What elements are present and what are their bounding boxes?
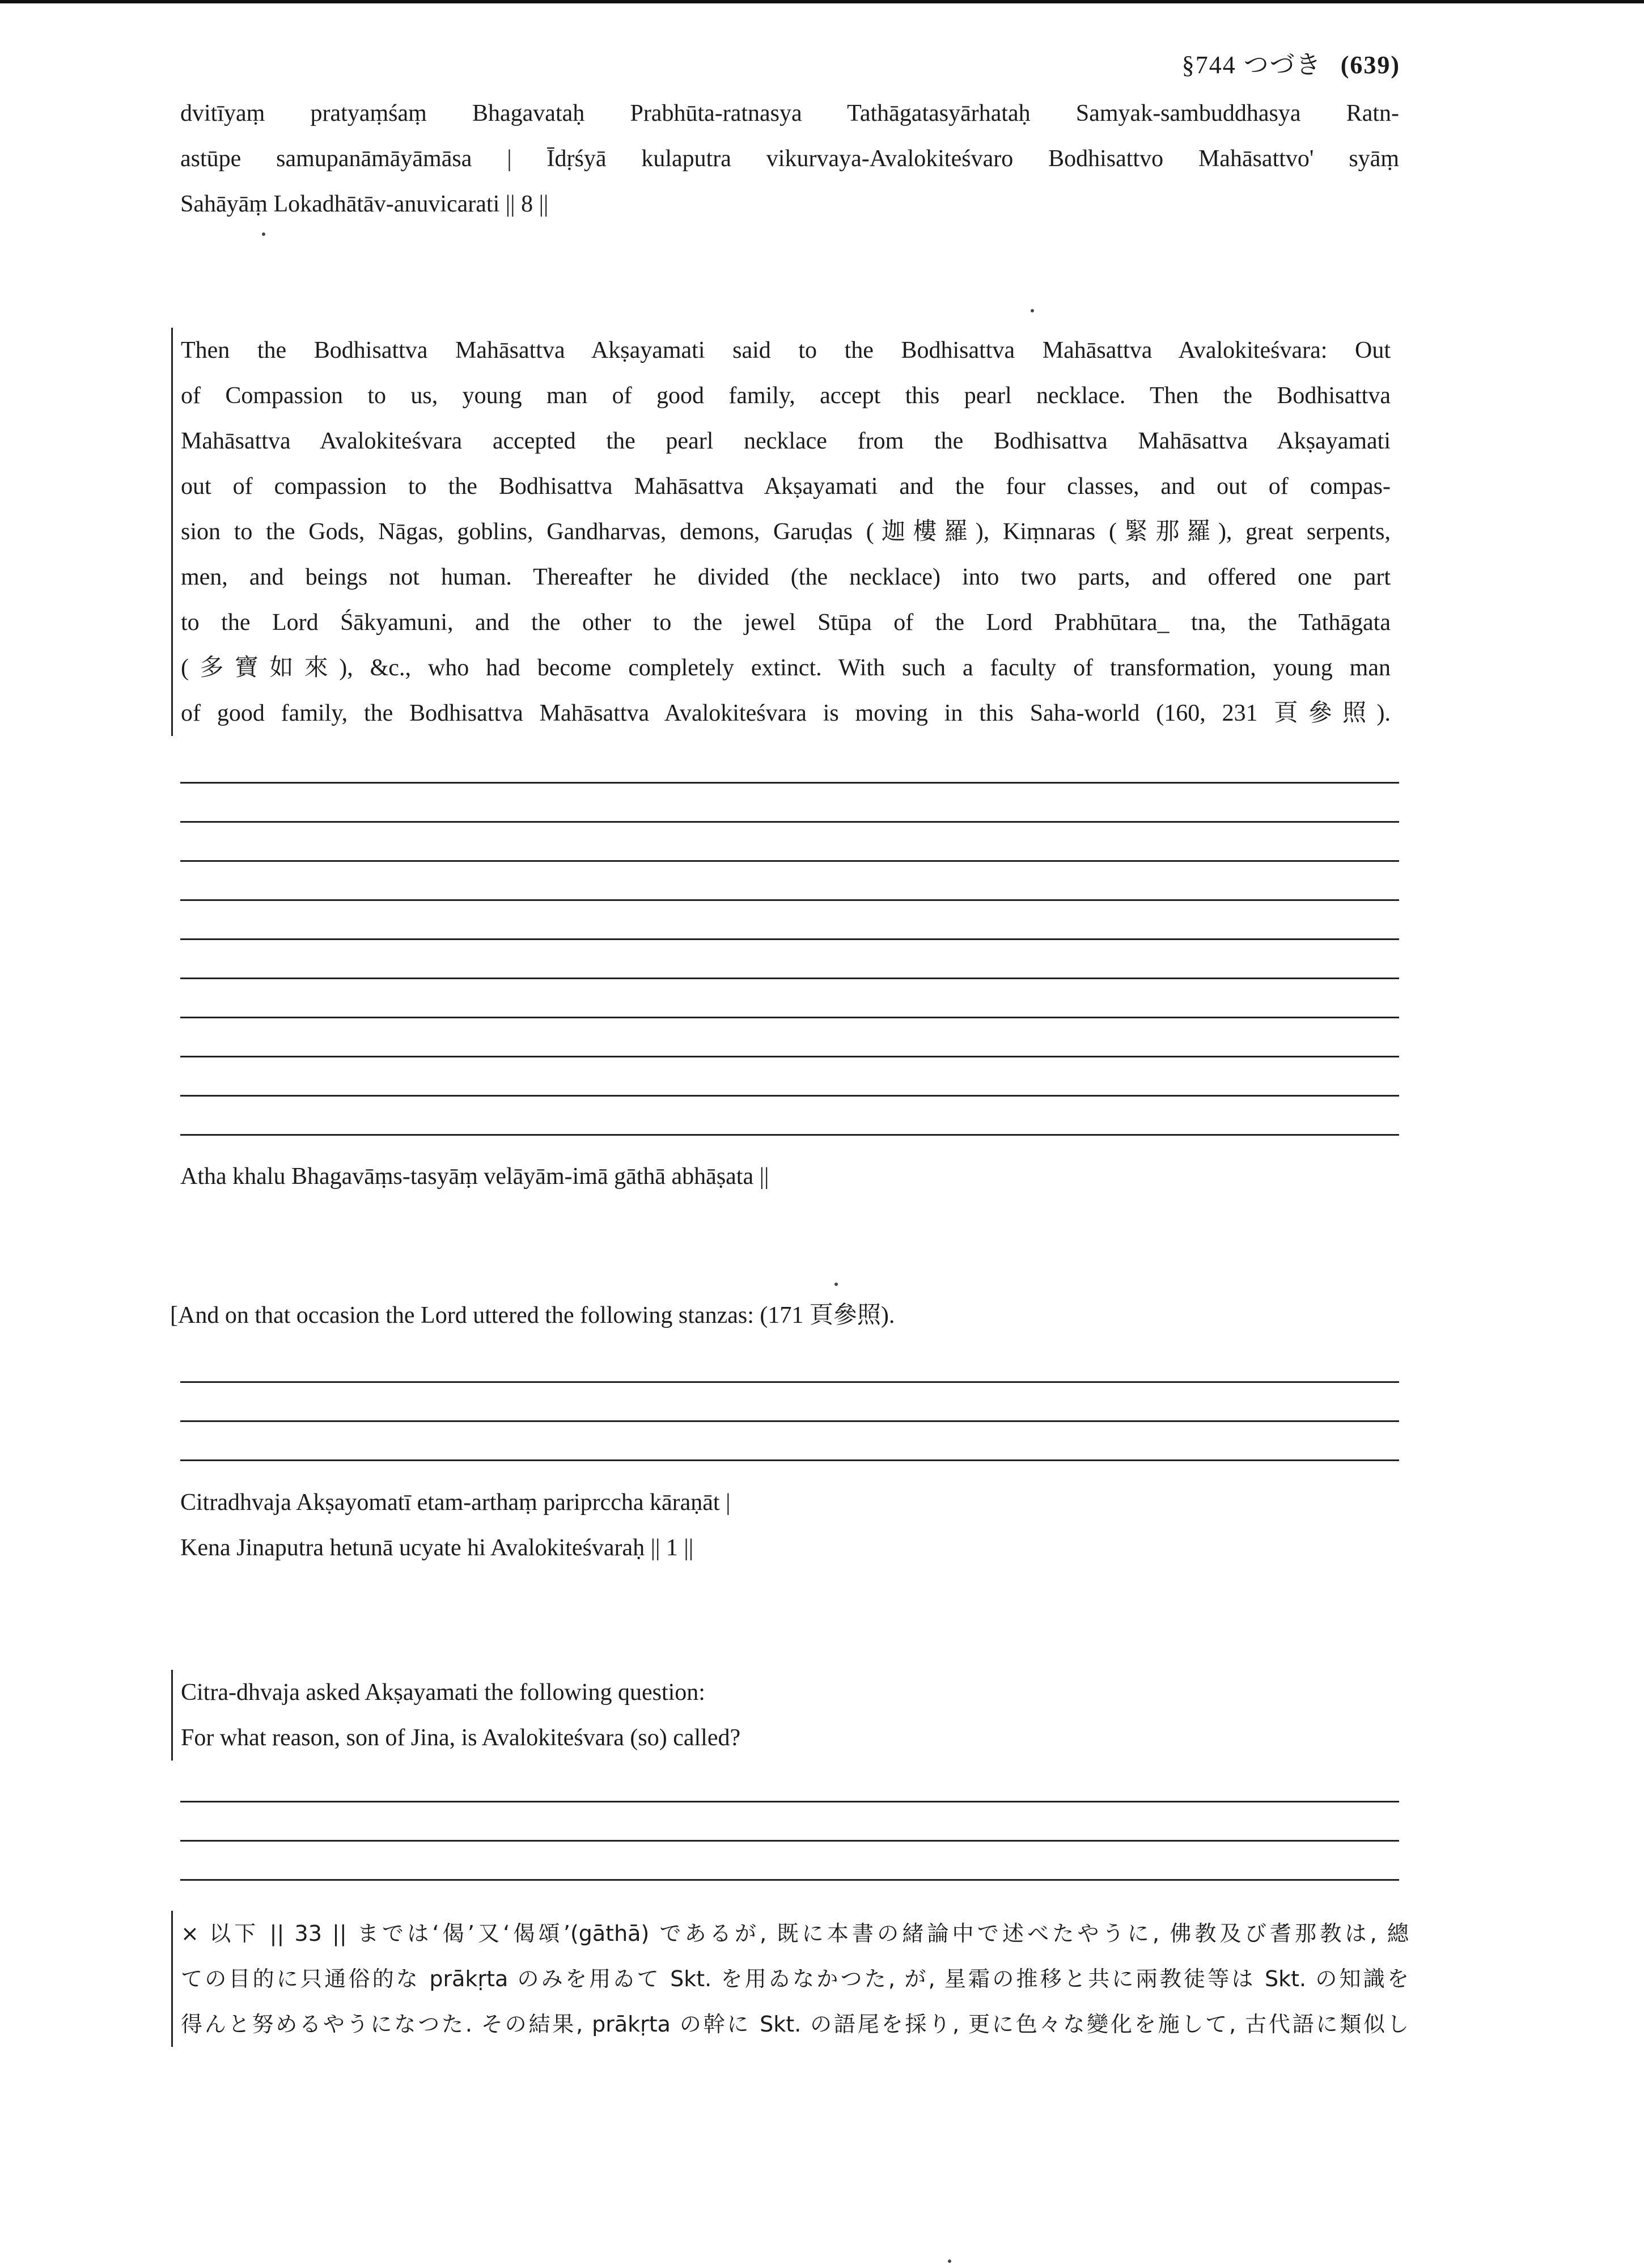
scan-speck <box>948 2259 951 2263</box>
note-line: × 以下 || 33 || までは‘偈’又‘偈頌’(gāthā) であるが, 既に本書の緒論中で述べたやうに, 佛教及び耆那教は, 總 <box>181 1921 1409 1946</box>
translation-line: men, and beings not human. Thereafter he divided (the necklace) into two parts, and offered one part <box>181 564 1391 590</box>
translation-line: of Compassion to us, young man of good family, accept this pearl necklace. Then the Bodhisattva <box>181 383 1391 409</box>
translation-line: of good family, the Bodhisattva Mahāsattva Avalokiteśvara is moving in this Saha-world (160, 231 頁參照). <box>181 700 1391 726</box>
japanese-note <box>171 1911 1409 2047</box>
verse-translation-line: Citra-dhvaja asked Akṣayamati the following question: <box>181 1679 705 1706</box>
page-header <box>1182 44 1400 81</box>
translation-line: Then the Bodhisattva Mahāsattva Akṣayamati said to the Bodhisattva Mahāsattva Avalokiteśvara: Out <box>181 337 1391 363</box>
blank-ruled-lines-3 <box>180 1763 1399 1881</box>
translation-line: to the Lord Śākyamuni, and the other to the jewel Stūpa of the Lord Prabhūtara_ tna, the Tathāgata <box>181 610 1391 636</box>
translation-line: Mahāsattva Avalokiteśvara accepted the pearl necklace from the Bodhisattva Mahāsattva Akṣayamati <box>181 428 1391 454</box>
note-line: ての目的に只通俗的な prākṛta のみを用ゐて Skt. を用ゐなかつた, が, 星霜の推移と共に兩教徒等は Skt. の知識を <box>181 1966 1409 1991</box>
atha-line: Atha khalu Bhagavāṃs-tasyāṃ velāyām-imā gāthā abhāṣata || <box>180 1163 769 1190</box>
scan-speck <box>1031 309 1034 312</box>
translation-line: out of compassion to the Bodhisattva Mahāsattva Akṣayamati and the four classes, and out of compas- <box>181 473 1391 500</box>
stanza-intro: [And on that occasion the Lord uttered the following stanzas: (171 頁參照). <box>170 1302 895 1328</box>
section-label: §744 つづき <box>1181 51 1322 79</box>
sanskrit-paragraph <box>180 91 1399 227</box>
blank-ruled-lines-2 <box>180 1344 1399 1461</box>
verse-line: Kena Jinaputra hetunā ucyate hi Avalokiteśvaraḥ || 1 || <box>180 1535 694 1561</box>
sanskrit-line: Sahāyāṃ Lokadhātāv-anuvicarati || 8 || <box>180 191 549 217</box>
verse-line: Citradhvaja Akṣayomatī etam-arthaṃ pariprccha kāraṇāt | <box>180 1490 731 1516</box>
verse-translation <box>171 1670 1400 1761</box>
translation-line: sion to the Gods, Nāgas, goblins, Gandharvas, demons, Garuḍas (迦樓羅), Kiṃnaras (緊那羅), great serpents, <box>181 519 1391 545</box>
translation-line: (多寶如來), &c., who had become completely extinct. With such a faculty of transformation, young man <box>181 655 1391 681</box>
sanskrit-line: astūpe samupanāmāyāmāsa | Īdṛśyā kulaputra vikurvaya-Avalokiteśvaro Bodhisattvo Mahāsattvo' syāṃ <box>180 146 1399 172</box>
page-number: (639) <box>1340 51 1400 79</box>
note-line: 得んと努めるやうになつた. その結果, prākṛta の幹に Skt. の語尾を採り, 更に色々な變化を施して, 古代語に類似し <box>181 2012 1409 2037</box>
top-rule <box>0 0 1644 3</box>
blank-ruled-lines-1 <box>180 744 1399 1136</box>
scan-speck <box>834 1283 838 1286</box>
translation-paragraph <box>171 328 1391 736</box>
scan-speck <box>262 232 265 236</box>
sanskrit-line: dvitīyaṃ pratyaṃśaṃ Bhagavataḥ Prabhūta-ratnasya Tathāgatasyārhataḥ Samyak-sambuddhasya Ratn- <box>180 100 1399 126</box>
verse-translation-line: For what reason, son of Jina, is Avalokiteśvara (so) called? <box>181 1725 741 1751</box>
verse-sanskrit <box>180 1480 1399 1571</box>
